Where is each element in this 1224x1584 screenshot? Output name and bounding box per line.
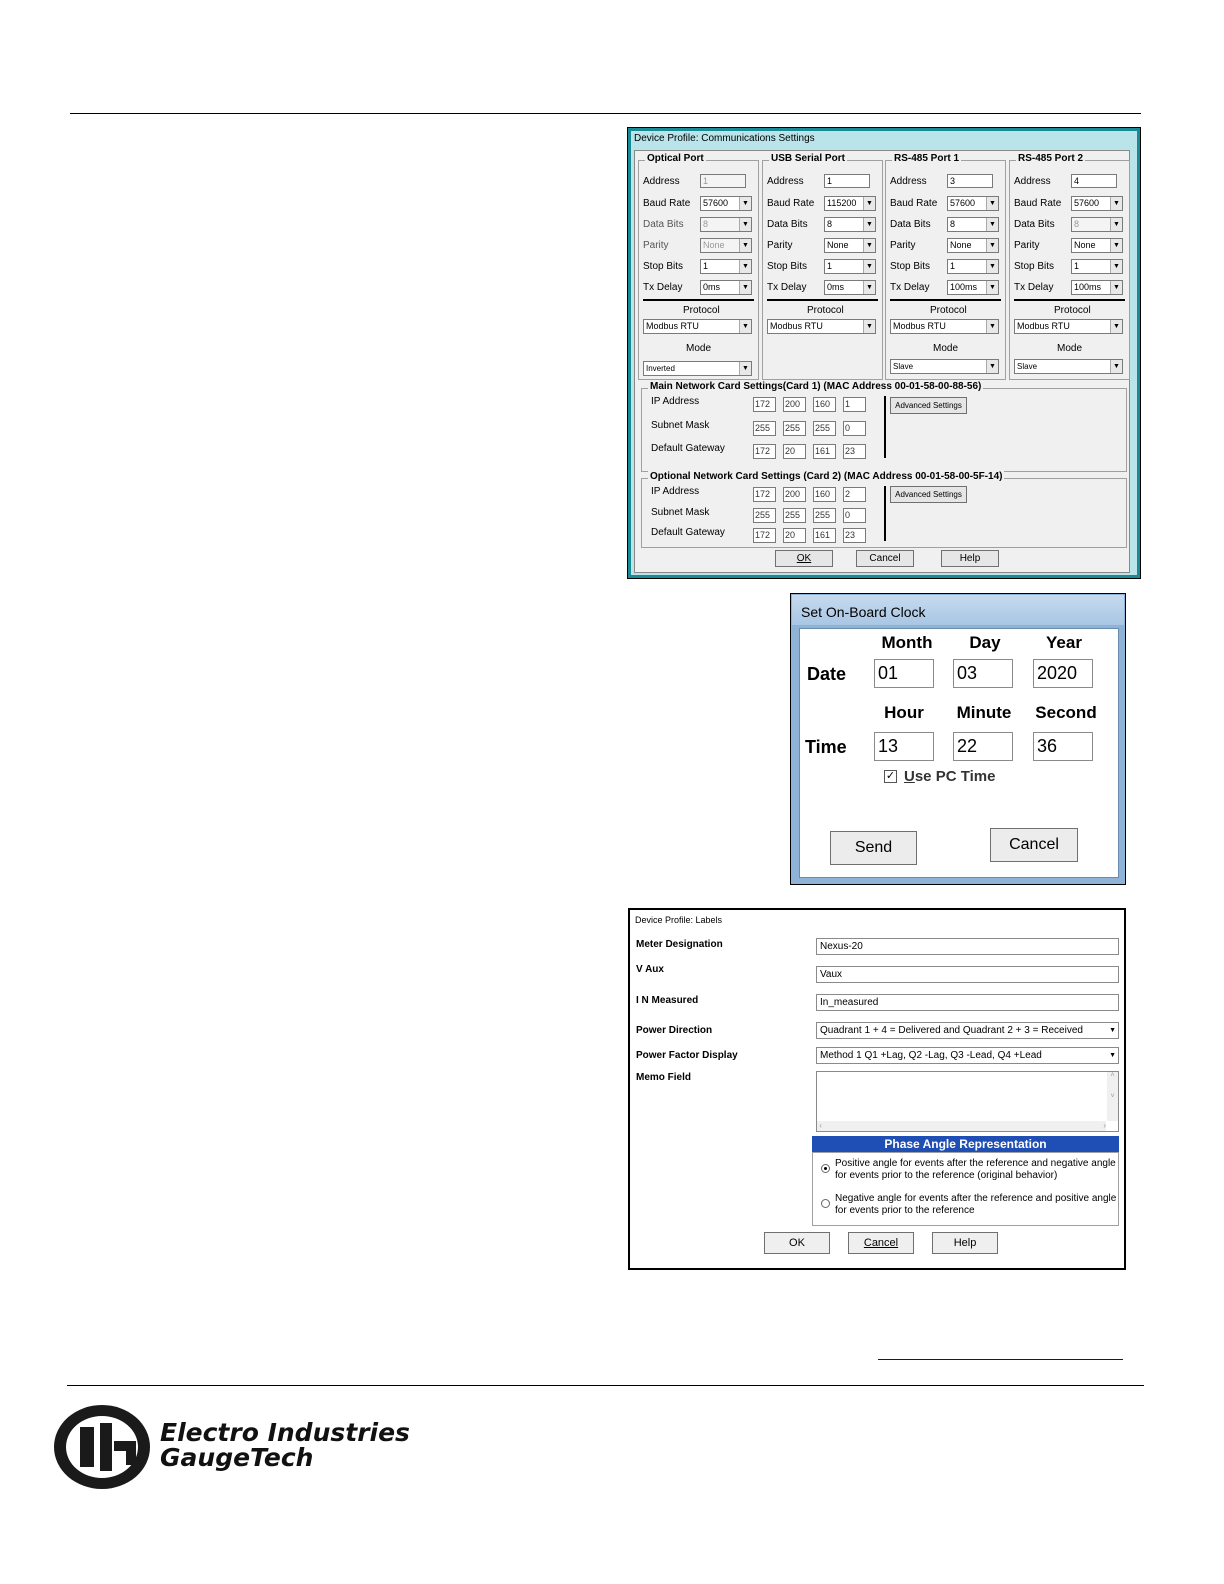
field-value: None <box>703 240 725 250</box>
help-button[interactable]: Help <box>941 550 999 567</box>
mode-select-0[interactable] <box>643 361 752 376</box>
section-separator <box>890 299 1001 301</box>
power-factor-select[interactable] <box>816 1047 1119 1064</box>
divider <box>884 396 886 458</box>
mode-value: Slave <box>893 362 914 371</box>
cancel-button[interactable] <box>848 1232 914 1254</box>
field-value: None <box>1074 240 1096 250</box>
field-value: 57600 <box>950 198 976 208</box>
chevron-down-icon: ▼ <box>986 197 998 210</box>
mode-value: Slave <box>1017 362 1038 371</box>
net2-ip-octet-1[interactable]: 172 <box>753 487 776 502</box>
chevron-down-icon: ▼ <box>1110 260 1122 273</box>
net-label-ip: IP Address <box>651 486 700 497</box>
net1-ip-octet-1[interactable]: 172 <box>753 397 776 412</box>
in-measured-input[interactable]: In_measured <box>816 994 1119 1011</box>
chevron-down-icon: ▼ <box>1110 281 1122 294</box>
field-value: 8 <box>827 219 833 229</box>
net1-mask-octet-1[interactable]: 255 <box>753 421 776 436</box>
field-value: None <box>827 240 849 250</box>
mode-value: Inverted <box>646 364 675 373</box>
chevron-down-icon: ▼ <box>986 320 998 333</box>
protocol-value: Modbus RTU <box>1017 321 1070 331</box>
power-factor-value: Method 1 Q1 +Lag, Q2 -Lag, Q3 -Lead, Q4 +Lead <box>820 1050 1042 1061</box>
date-label: Date <box>807 664 847 684</box>
labels-dialog <box>628 908 1126 1270</box>
mode-label: Mode <box>686 343 712 354</box>
comm-settings-dialog <box>627 127 1141 579</box>
net2-gw-octet-3[interactable]: 161 <box>813 528 836 543</box>
field-baud-0[interactable] <box>700 196 752 211</box>
protocol-value: Modbus RTU <box>646 321 699 331</box>
protocol-value: Modbus RTU <box>893 321 946 331</box>
field-label-tx_delay: Tx Delay <box>1014 282 1054 293</box>
minute-input[interactable]: 22 <box>953 732 1013 761</box>
field-label-address: Address <box>767 176 804 187</box>
field-tx_delay-3[interactable] <box>1071 280 1123 295</box>
dialog-title: Set On-Board Clock <box>801 604 926 620</box>
field-label-parity: Parity <box>643 240 669 251</box>
chevron-down-icon: ▼ <box>1110 239 1122 252</box>
net1-ip-octet-2[interactable]: 200 <box>783 397 806 412</box>
field-label-parity: Parity <box>767 240 793 251</box>
field-value: 1 <box>1074 261 1080 271</box>
field-label-baud: Baud Rate <box>1014 198 1062 209</box>
net2-mask-octet-4[interactable]: 0 <box>843 508 866 523</box>
chevron-down-icon: ▼ <box>986 360 998 373</box>
mode-select-3[interactable] <box>1014 359 1123 374</box>
memo-field-textarea[interactable] <box>816 1071 1119 1132</box>
brand-line-2: GaugeTech <box>160 1443 314 1472</box>
divider <box>884 486 886 541</box>
scrollbar-vertical[interactable]: ˄ ˅ <box>1107 1072 1118 1121</box>
v-aux-input[interactable]: Vaux <box>816 966 1119 983</box>
protocol-select-2[interactable] <box>890 319 999 334</box>
time-label: Time <box>805 737 847 757</box>
field-value: 8 <box>703 219 709 229</box>
chevron-down-icon: ▼ <box>739 218 751 231</box>
port-title: Optical Port <box>647 153 704 164</box>
field-label-stop_bits: Stop Bits <box>643 261 684 272</box>
chevron-down-icon: ▼ <box>863 281 875 294</box>
field-label-data_bits: Data Bits <box>1014 219 1055 230</box>
net-label-mask: Subnet Mask <box>651 507 710 518</box>
day-input[interactable]: 03 <box>953 659 1013 688</box>
net-label-gw: Default Gateway <box>651 443 725 454</box>
chevron-down-icon: ▼ <box>863 218 875 231</box>
chevron-down-icon: ▼ <box>1110 197 1122 210</box>
field-stop_bits-1[interactable] <box>824 259 876 274</box>
field-baud-3[interactable] <box>1071 196 1123 211</box>
chevron-down-icon: ▼ <box>986 239 998 252</box>
field-data_bits-3[interactable] <box>1071 217 1123 232</box>
mode-select-2[interactable] <box>890 359 999 374</box>
meter-designation-input[interactable]: Nexus-20 <box>816 938 1119 955</box>
net1-ip-octet-4[interactable]: 1 <box>843 397 866 412</box>
second-header: Second <box>1035 703 1097 722</box>
link-underline <box>878 1359 1123 1360</box>
dialog-title: Device Profile: Labels <box>635 915 723 925</box>
ok-label: OK <box>796 553 812 564</box>
net2-ip-octet-2[interactable]: 200 <box>783 487 806 502</box>
protocol-label: Protocol <box>1054 305 1091 316</box>
field-value: 100ms <box>1074 282 1102 292</box>
mode-label: Mode <box>933 343 959 354</box>
field-baud-2[interactable] <box>947 196 999 211</box>
field-parity-0[interactable] <box>700 238 752 253</box>
field-label-stop_bits: Stop Bits <box>1014 261 1055 272</box>
protocol-label: Protocol <box>807 305 844 316</box>
field-address-3[interactable]: 4 <box>1071 174 1117 188</box>
chevron-down-icon: ▼ <box>986 260 998 273</box>
field-address-1[interactable]: 1 <box>824 174 870 188</box>
field-parity-1[interactable] <box>824 238 876 253</box>
set-clock-dialog <box>790 593 1126 885</box>
net-label-mask: Subnet Mask <box>651 420 710 431</box>
net1-mask-octet-2[interactable]: 255 <box>783 421 806 436</box>
field-address-0[interactable]: 1 <box>700 174 746 188</box>
group-title: Main Network Card Settings(Card 1) (MAC Address 00-01-58-00-88-56) <box>650 381 982 392</box>
chevron-down-icon: ▼ <box>863 320 875 333</box>
in-measured-label: I N Measured <box>636 995 699 1006</box>
field-stop_bits-2[interactable] <box>947 259 999 274</box>
net2-ip-octet-3[interactable]: 160 <box>813 487 836 502</box>
dialog-title: Device Profile: Communications Settings <box>634 133 815 144</box>
power-direction-value: Quadrant 1 + 4 = Delivered and Quadrant 2 + 3 = Received <box>820 1025 1083 1036</box>
net2-gw-octet-1[interactable]: 172 <box>753 528 776 543</box>
field-label-data_bits: Data Bits <box>643 219 684 230</box>
field-value: 8 <box>1074 219 1080 229</box>
section-separator <box>1014 299 1125 301</box>
chevron-down-icon: ▼ <box>863 260 875 273</box>
chevron-down-icon: ▼ <box>863 197 875 210</box>
field-label-tx_delay: Tx Delay <box>890 282 930 293</box>
use-pc-time-label: Use PC Time <box>904 768 996 785</box>
meter-designation-label: Meter Designation <box>636 939 723 950</box>
group-title: Optional Network Card Settings (Card 2) (MAC Address 00-01-58-00-5F-14) <box>650 471 1003 482</box>
send-button[interactable]: Send <box>830 831 917 865</box>
field-data_bits-2[interactable] <box>947 217 999 232</box>
cancel-label: Cancel <box>863 1237 899 1249</box>
field-label-parity: Parity <box>890 240 916 251</box>
field-value: 115200 <box>827 198 857 208</box>
use-pc-time-text: se PC Time <box>914 768 996 785</box>
net2-mask-octet-1[interactable]: 255 <box>753 508 776 523</box>
mode-label: Mode <box>1057 343 1083 354</box>
year-input[interactable]: 2020 <box>1033 659 1093 688</box>
field-value: 1 <box>827 261 833 271</box>
net1-ip-octet-3[interactable]: 160 <box>813 397 836 412</box>
field-value: 100ms <box>950 282 978 292</box>
year-header: Year <box>1046 633 1082 652</box>
chevron-down-icon: ▼ <box>1110 360 1122 373</box>
title-bar <box>792 595 1124 625</box>
field-label-address: Address <box>1014 176 1051 187</box>
header-rule <box>70 113 1141 114</box>
chevron-down-icon: ▼ <box>739 362 751 375</box>
brand-line-1: Electro Industries <box>160 1418 410 1447</box>
second-input[interactable]: 36 <box>1033 732 1093 761</box>
power-direction-label: Power Direction <box>636 1025 713 1036</box>
field-label-baud: Baud Rate <box>890 198 938 209</box>
port-title: RS-485 Port 1 <box>894 153 960 164</box>
advanced-settings-button[interactable]: Advanced Settings <box>890 486 967 503</box>
field-label-baud: Baud Rate <box>643 198 691 209</box>
net1-mask-octet-3[interactable]: 255 <box>813 421 836 436</box>
protocol-select-1[interactable] <box>767 319 876 334</box>
net1-mask-octet-4[interactable]: 0 <box>843 421 866 436</box>
field-label-data_bits: Data Bits <box>767 219 808 230</box>
field-value: 1 <box>703 261 709 271</box>
field-tx_delay-0[interactable] <box>700 280 752 295</box>
hour-header: Hour <box>884 703 924 722</box>
chevron-down-icon: ▼ <box>1110 320 1122 333</box>
field-value: 57600 <box>1074 198 1100 208</box>
field-label-address: Address <box>643 176 680 187</box>
minute-header: Minute <box>956 703 1012 722</box>
phase-angle-option-2-radio[interactable] <box>821 1199 830 1208</box>
field-value: 1 <box>950 261 956 271</box>
eig-logo <box>52 1403 156 1491</box>
field-label-data_bits: Data Bits <box>890 219 931 230</box>
field-value: 0ms <box>827 282 845 292</box>
chevron-down-icon: ▼ <box>1109 1052 1116 1059</box>
chevron-down-icon: ▼ <box>739 197 751 210</box>
field-value: 8 <box>950 219 956 229</box>
net-label-ip: IP Address <box>651 396 700 407</box>
field-tx_delay-2[interactable] <box>947 280 999 295</box>
field-value: None <box>950 240 972 250</box>
net2-ip-octet-4[interactable]: 2 <box>843 487 866 502</box>
field-label-parity: Parity <box>1014 240 1040 251</box>
net1-gw-octet-3[interactable]: 161 <box>813 444 836 459</box>
section-separator <box>643 299 754 301</box>
protocol-select-0[interactable] <box>643 319 752 334</box>
month-header: Month <box>881 633 933 652</box>
power-direction-select[interactable] <box>816 1022 1119 1039</box>
port-title: RS-485 Port 2 <box>1018 153 1084 164</box>
net2-gw-octet-2[interactable]: 20 <box>783 528 806 543</box>
field-stop_bits-3[interactable] <box>1071 259 1123 274</box>
chevron-down-icon: ▼ <box>986 281 998 294</box>
field-label-address: Address <box>890 176 927 187</box>
protocol-label: Protocol <box>683 305 720 316</box>
net1-gw-octet-1[interactable]: 172 <box>753 444 776 459</box>
memo-field-label: Memo Field <box>636 1072 692 1083</box>
dialog-body <box>799 628 1119 878</box>
net2-gw-octet-4[interactable]: 23 <box>843 528 866 543</box>
field-label-stop_bits: Stop Bits <box>890 261 931 272</box>
phase-angle-option-1-text: Positive angle for events after the reference and negative angle for events prior to the reference (original behavior) <box>835 1158 1116 1181</box>
cancel-button[interactable]: Cancel <box>990 828 1078 862</box>
phase-angle-header: Phase Angle Representation <box>812 1136 1119 1152</box>
field-tx_delay-1[interactable] <box>824 280 876 295</box>
net1-gw-octet-2[interactable]: 20 <box>783 444 806 459</box>
field-label-tx_delay: Tx Delay <box>767 282 807 293</box>
chevron-down-icon: ▼ <box>739 260 751 273</box>
field-value: 57600 <box>703 198 729 208</box>
protocol-select-3[interactable] <box>1014 319 1123 334</box>
chevron-down-icon: ▼ <box>863 239 875 252</box>
section-separator <box>767 299 878 301</box>
v-aux-label: V Aux <box>636 964 664 975</box>
field-label-tx_delay: Tx Delay <box>643 282 683 293</box>
port-title: USB Serial Port <box>771 153 845 164</box>
brand-name <box>160 1420 410 1470</box>
field-stop_bits-0[interactable] <box>700 259 752 274</box>
chevron-down-icon: ▼ <box>986 218 998 231</box>
net2-mask-octet-3[interactable]: 255 <box>813 508 836 523</box>
cancel-button[interactable]: Cancel <box>856 550 914 567</box>
field-data_bits-1[interactable] <box>824 217 876 232</box>
advanced-settings-button[interactable]: Advanced Settings <box>890 397 967 414</box>
scrollbar-horizontal[interactable]: ‹ › <box>817 1121 1106 1130</box>
field-parity-3[interactable] <box>1071 238 1123 253</box>
protocol-value: Modbus RTU <box>770 321 823 331</box>
chevron-down-icon: ▼ <box>739 281 751 294</box>
power-factor-label: Power Factor Display <box>636 1050 738 1061</box>
field-value: 0ms <box>703 282 721 292</box>
use-pc-time-checkbox[interactable]: ✓ <box>885 770 896 782</box>
month-input[interactable]: 01 <box>874 659 934 688</box>
chevron-down-icon: ▼ <box>739 239 751 252</box>
phase-angle-option-1-radio[interactable] <box>821 1164 830 1173</box>
chevron-down-icon: ▼ <box>739 320 751 333</box>
protocol-label: Protocol <box>930 305 967 316</box>
dialog-body <box>634 150 1130 573</box>
eig-logo-icon <box>52 1403 156 1491</box>
phase-angle-option-2-text: Negative angle for events after the reference and positive angle for events prior to the reference <box>835 1193 1117 1216</box>
field-data_bits-0[interactable] <box>700 217 752 232</box>
field-parity-2[interactable] <box>947 238 999 253</box>
help-button[interactable]: Help <box>932 1232 998 1254</box>
chevron-down-icon: ▼ <box>1109 1027 1116 1034</box>
field-label-baud: Baud Rate <box>767 198 815 209</box>
net2-mask-octet-2[interactable]: 255 <box>783 508 806 523</box>
net1-gw-octet-4[interactable]: 23 <box>843 444 866 459</box>
field-address-2[interactable]: 3 <box>947 174 993 188</box>
day-header: Day <box>969 633 1001 652</box>
ok-button[interactable]: OK <box>764 1232 830 1254</box>
field-baud-1[interactable] <box>824 196 876 211</box>
chevron-down-icon: ▼ <box>1110 218 1122 231</box>
footer-rule <box>67 1385 1144 1386</box>
hour-input[interactable]: 13 <box>874 732 934 761</box>
field-label-stop_bits: Stop Bits <box>767 261 808 272</box>
net-label-gw: Default Gateway <box>651 527 725 538</box>
ok-button[interactable] <box>775 550 833 567</box>
